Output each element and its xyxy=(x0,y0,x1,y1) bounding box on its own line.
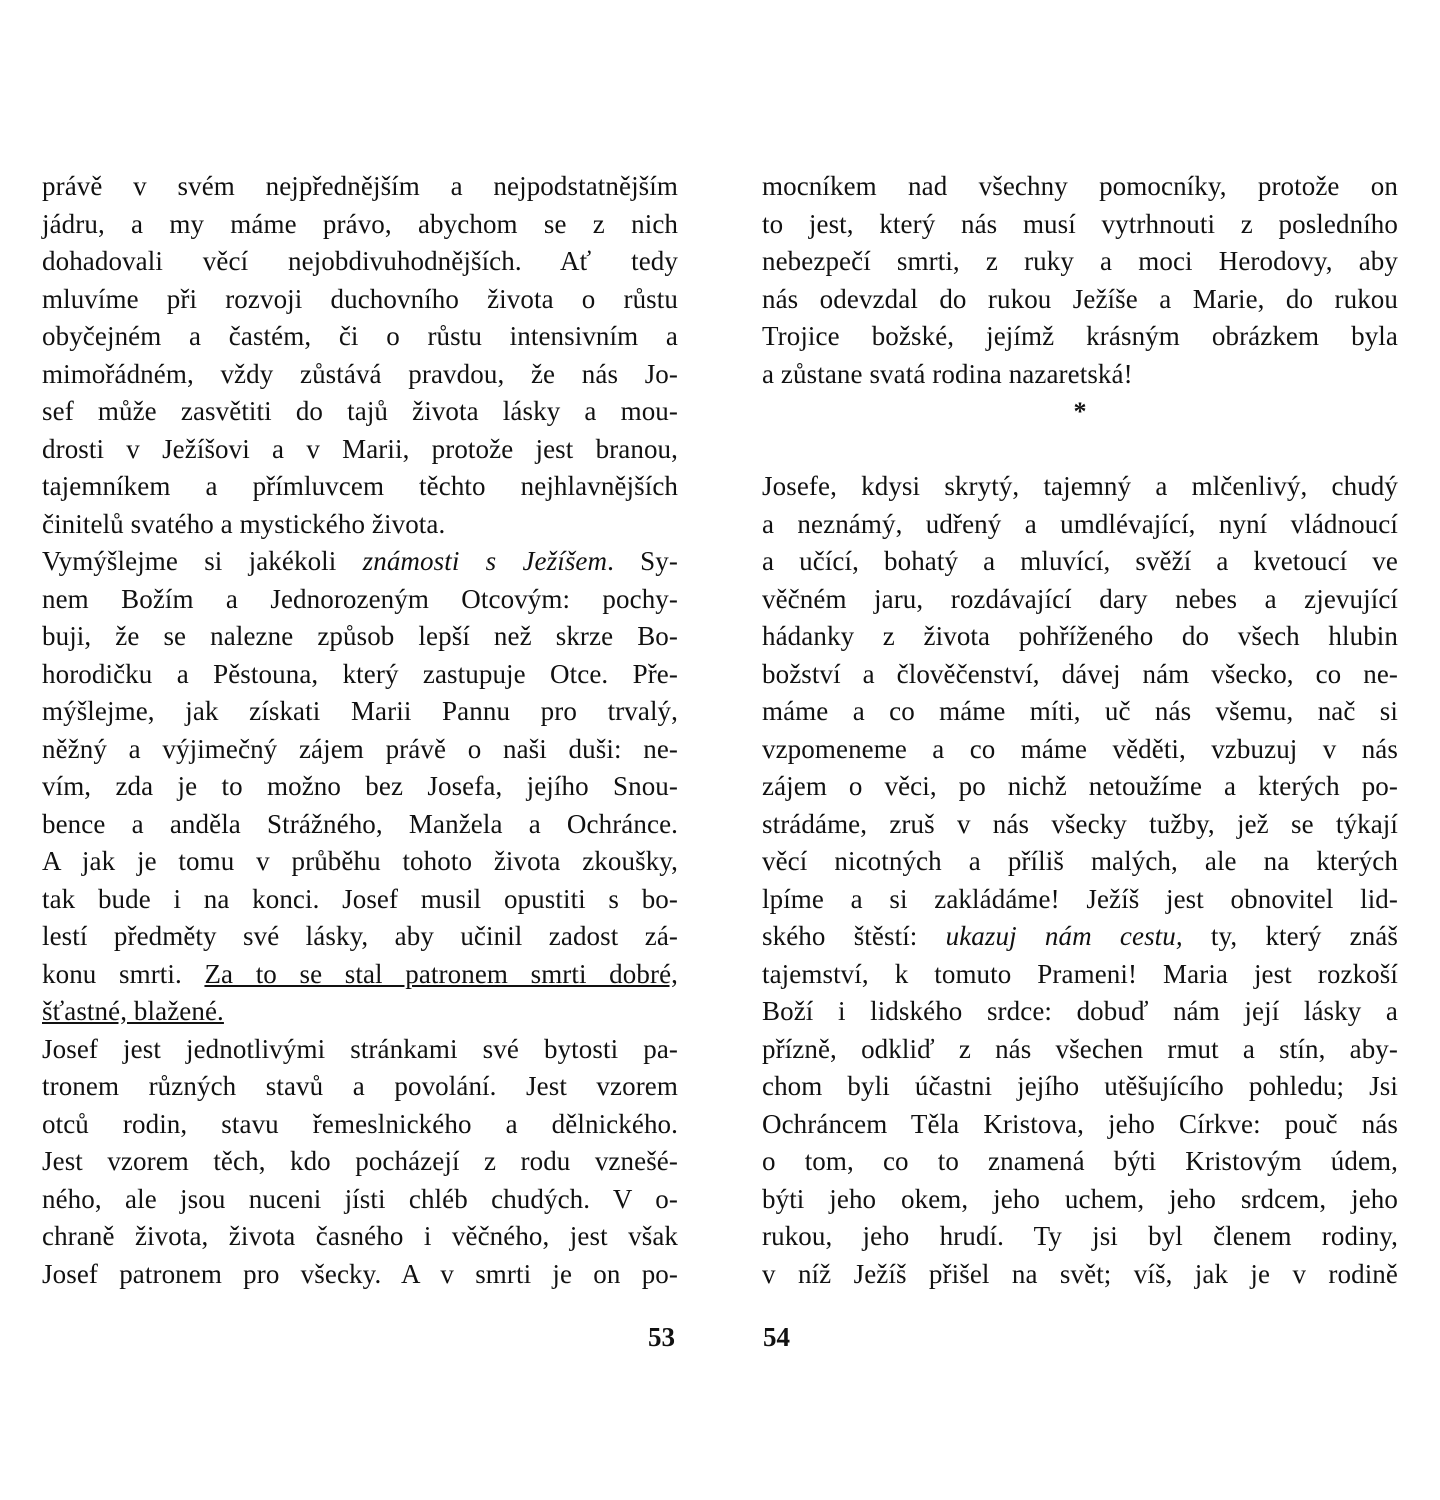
text-line: otců rodin, stavu řemeslnického a dělnického. xyxy=(42,1108,678,1139)
text-line: v níž Ježíš přišel na svět; víš, jak je v rodině xyxy=(762,1258,1398,1289)
text-line: dohadovali věcí nejobdivuhodnějších. Ať tedy xyxy=(42,246,678,276)
italic-phrase: ukazuj nám cestu, xyxy=(945,921,1183,951)
text-line: přízně, odkliď z nás všechen rmut a stín, aby- xyxy=(762,1033,1398,1064)
text-line: právě v svém nejpřednějším a nejpodstatnějším xyxy=(42,171,678,201)
text-line: Boží i lidského srdce: dobuď nám její lásky a xyxy=(762,996,1398,1026)
underlined-phrase: Za to se stal patronem smrti dobré, xyxy=(204,958,678,989)
section-separator: * xyxy=(1073,397,1087,426)
text-line: Josefe, kdysi skrytý, tajemný a mlčenlivý, chudý xyxy=(762,471,1398,501)
text-line: nás odevzdal do rukou Ježíše a Marie, do rukou xyxy=(762,283,1398,314)
left-page xyxy=(42,168,678,1293)
text-line: mýšlejme, jak získati Marii Pannu pro trvalý, xyxy=(42,696,678,726)
text-line: tajemství, k tomuto Prameni! Maria jest rozkoší xyxy=(762,958,1398,989)
text-line: mocníkem nad všechny pomocníky, protože on xyxy=(762,171,1398,201)
text-line: nem Božím a Jednorozeným Otcovým: pochy- xyxy=(42,583,678,614)
text-line: mimořádném, vždy zůstává pravdou, že nás Jo- xyxy=(42,358,678,389)
text-line: zájem o věci, po nichž netoužíme a kterých po- xyxy=(762,771,1398,801)
text-line: Josef patronem pro všecky. A v smrti je on po- xyxy=(42,1258,678,1289)
text-line: lestí předměty své lásky, aby učinil zadost zá- xyxy=(42,921,678,951)
text-line: lpíme a si zakládáme! Ježíš jest obnovitel lid- xyxy=(762,883,1398,914)
text-line: ného, ale jsou nuceni jísti chléb chudých. V o- xyxy=(42,1183,678,1214)
text-line: věcí nicotných a příliš malých, ale na kterých xyxy=(762,846,1398,876)
text-line: A jak je tomu v průběhu tohoto života zkoušky, xyxy=(42,846,678,876)
text-line: věčném jaru, rozdávající dary nebes a zjevující xyxy=(762,583,1398,614)
text-fragment: ty, který znáš xyxy=(1182,921,1398,951)
text-line: buji, že se nalezne způsob lepší než skrze Bo- xyxy=(42,621,678,651)
italic-phrase: známosti s Ježíšem xyxy=(362,546,608,576)
text-line: drosti v Ježíšovi a v Marii, protože jest branou, xyxy=(42,433,678,464)
text-line: vím, zda je to možno bez Josefa, jejího Snou- xyxy=(42,771,678,801)
text-line: činitelů svatého a mystického života. xyxy=(42,508,446,539)
text-line: býti jeho okem, jeho uchem, jeho srdcem, jeho xyxy=(762,1183,1398,1214)
text-line: horodičku a Pěstouna, který zastupuje Otce. Pře- xyxy=(42,658,678,689)
text-line: božství a člověčenství, dávej nám všecko, co ne- xyxy=(762,658,1398,689)
text-line: o tom, co to znamená býti Kristovým údem, xyxy=(762,1146,1398,1176)
text-line: vzpomeneme a co máme věděti, vzbuzuj v nás xyxy=(762,733,1398,764)
text-line xyxy=(42,543,678,581)
text-line: tajemníkem a přímluvcem těchto nejhlavnějších xyxy=(42,471,678,501)
text-line: mluvíme při rozvoji duchovního života o růstu xyxy=(42,283,678,314)
text-line: šťastné, blažené. xyxy=(42,996,224,1026)
text-line: a učící, bohatý a mluvící, svěží a kvetoucí ve xyxy=(762,546,1398,576)
text-line: chraně života, života časného i věčného, jest však xyxy=(42,1221,678,1251)
text-fragment: ského štěstí: xyxy=(762,921,918,951)
text-line: něžný a výjimečný zájem právě o naši duši: ne- xyxy=(42,733,678,764)
text-line: máme a co máme míti, uč nás všemu, nač si xyxy=(762,696,1398,726)
text-line: strádáme, zruš v nás všecky tužby, jež se týkají xyxy=(762,808,1398,839)
text-line: sef může zasvětiti do tajů života lásky a mou- xyxy=(42,396,678,426)
text-line: hádanky z života pohříženého do všech hlubin xyxy=(762,621,1398,651)
text-line: a neznámý, udřený a umdlévající, nyní vládnoucí xyxy=(762,508,1398,539)
text-fragment: . Sy- xyxy=(607,546,678,576)
text-line: Jest vzorem těch, kdo pocházejí z rodu vznešé- xyxy=(42,1146,678,1176)
text-line: Josef jest jednotlivými stránkami své bytosti pa- xyxy=(42,1033,678,1064)
page-number-left: 53 xyxy=(648,1322,675,1352)
text-line: obyčejném a častém, či o růstu intensivním a xyxy=(42,321,678,351)
text-line: to jest, který nás musí vytrhnouti z posledního xyxy=(762,208,1398,239)
text-line: a zůstane svatá rodina nazaretská! xyxy=(762,358,1133,389)
text-line: rukou, jeho hrudí. Ty jsi byl členem rodiny, xyxy=(762,1221,1398,1251)
blank-line xyxy=(762,431,1398,469)
text-line xyxy=(762,918,1398,956)
text-line: nebezpečí smrti, z ruky a moci Herodovy, aby xyxy=(762,246,1398,276)
text-line: jádru, a my máme právo, abychom se z nich xyxy=(42,208,678,239)
right-page xyxy=(762,168,1398,1293)
page-number-right: 54 xyxy=(763,1322,790,1352)
text-line: Ochráncem Těla Kristova, jeho Církve: pouč nás xyxy=(762,1108,1398,1139)
text-line: bence a anděla Strážného, Manžela a Ochránce. xyxy=(42,808,678,839)
text-line: Trojice božské, jejímž krásným obrázkem byla xyxy=(762,321,1398,351)
text-line: chom byli účastni jejího utěšujícího pohledu; Jsi xyxy=(762,1071,1398,1101)
text-fragment: Vymýšlejme si jakékoli xyxy=(42,546,337,576)
text-line: tronem různých stavů a povolání. Jest vzorem xyxy=(42,1071,678,1101)
text-fragment: konu smrti. xyxy=(42,958,182,989)
text-line: tak bude i na konci. Josef musil opustiti s bo- xyxy=(42,883,678,914)
text-line xyxy=(42,956,678,994)
